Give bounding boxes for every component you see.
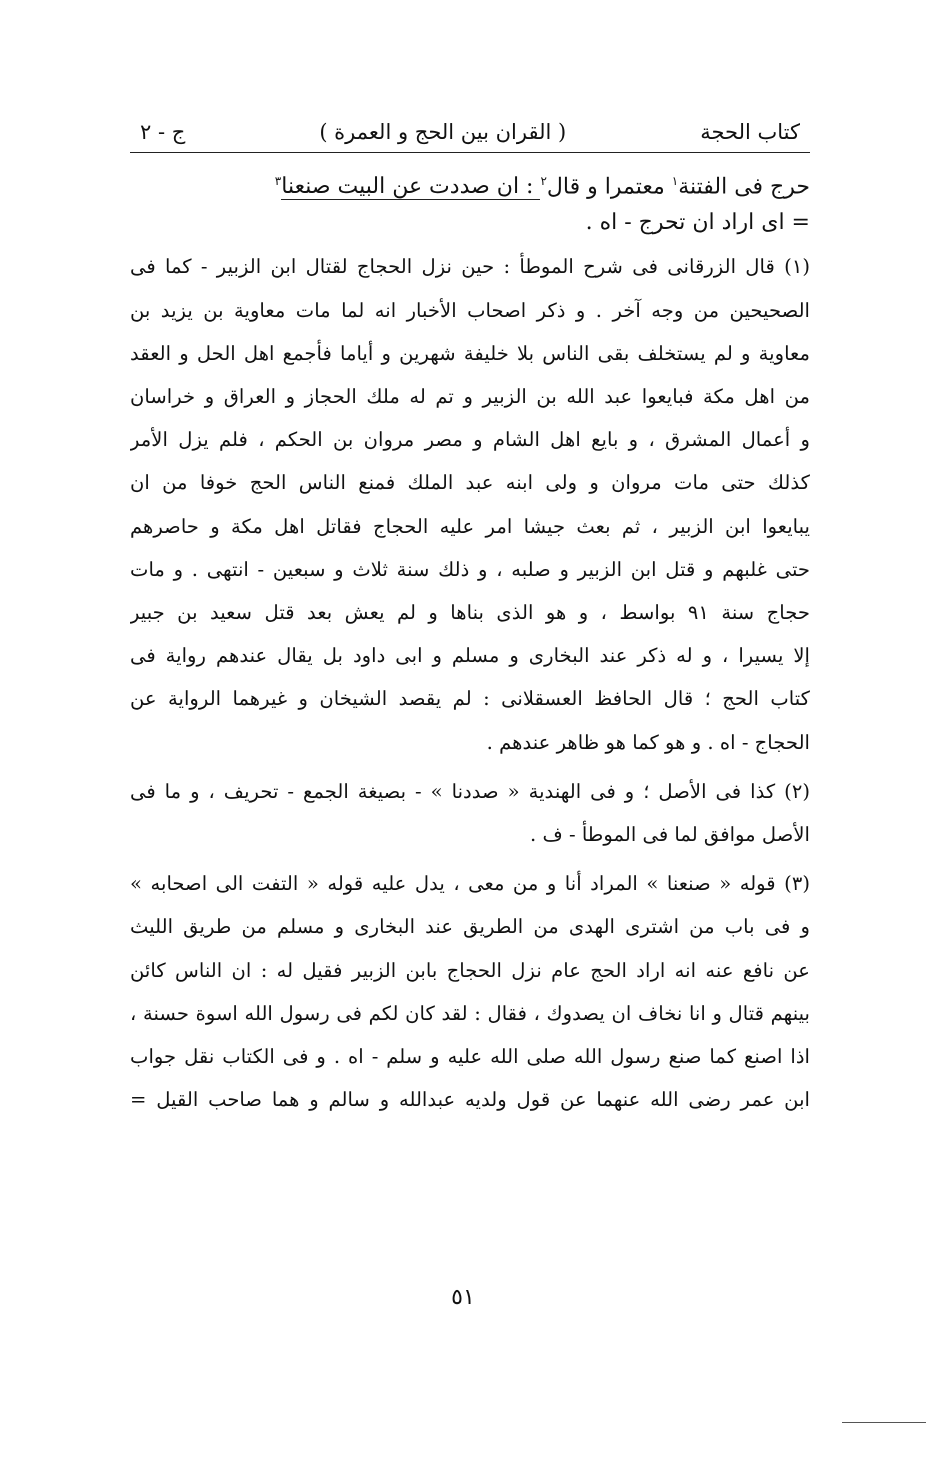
chapter-title: ( القران بين الحج و العمرة ) xyxy=(319,120,567,144)
main-text-line-2: = اى اراد ان تحرج - اه . xyxy=(585,210,810,236)
header-rule xyxy=(130,152,810,153)
note-line: عن نافع عنه انه اراد الحج عام نزل الحجاج بابن الزبير فقيل له : ان الناس كائن xyxy=(130,958,810,982)
page-number: ٥١ xyxy=(451,1285,475,1310)
note-line: حتى غلبهم و قتل ابن الزبير و صلبه ، و ذلك سنة ثلاث و سبعين - انتهى . و مات xyxy=(130,557,810,581)
footnote-1 xyxy=(130,245,810,763)
note-line: الحجاج - اه . و هو كما هو ظاهر عندهم . xyxy=(486,730,810,754)
note-line: كذلك حتى مات مروان و ولى ابنه عبد الملك فمنع الناس الحج خوفا من ان xyxy=(130,471,810,495)
note-line: كتاب الحج ؛ قال الحافظ العسقلانى : لم يقصد الشيخان و غيرهما الرواية عن xyxy=(130,687,810,711)
running-header xyxy=(130,120,810,150)
note-line: اذا اصنع كما صنع رسول الله صلى الله عليه و سلم - اه . و فى الكتاب نقل جواب xyxy=(130,1044,810,1068)
footnote-ref-3: ٣ xyxy=(274,174,282,188)
page-body xyxy=(130,120,810,1127)
footnotes xyxy=(130,245,810,1121)
note-line: و أعمال المشرق ، و بايع اهل الشام و مصر مروان بن الحكم ، فلم يزل الأمر xyxy=(130,428,810,452)
note-line: من اهل مكة فبايعوا عبد الله بن الزبير و تم له ملك الحجاز و العراق و خراسان xyxy=(130,384,810,408)
footnote-ref-1: ١ xyxy=(671,174,679,188)
book-title: كتاب الحجة xyxy=(700,120,800,144)
note-line: (٣) قوله « صنعنا » المراد أنا و من معى ، يدل عليه قوله « التفت الى اصحابه » xyxy=(130,872,810,896)
note-line: إلا يسيرا ، و له ذكر عند البخارى و مسلم و ابى داود بل يقال عندهم رواية فى xyxy=(130,644,810,668)
note-line: بينهم قتال و انا نخاف ان يصدوك ، فقال : لقد كان لكم فى رسول الله اسوة حسنة ، xyxy=(130,1001,810,1025)
note-line: ابن عمر رضى الله عنهما عن قول ولديه عبدالله و سالم و هما صاحب القيل = xyxy=(130,1088,810,1112)
note-line: (١) قال الزرقانى فى شرح الموطأ : حين نزل الحجاج لقتال ابن الزبير - كما فى xyxy=(130,255,810,279)
volume-label: ج - ٢ xyxy=(140,120,186,144)
note-line: معاوية و لم يستخلف بقى الناس بلا خليفة شهرين و أياما فأجمع اهل الحل و العقد xyxy=(130,341,810,365)
footnote-2 xyxy=(130,770,810,856)
note-line: الصحيحين من وجه آخر . و ذكر اصحاب الأخبار انه لما مات معاوية بن يزيد بن xyxy=(130,298,810,322)
note-line: يبايعوا ابن الزبير ، ثم بعث جيشا امر عليه الحجاج فقاتل اهل مكة و حاصرهم xyxy=(130,514,810,538)
main-text-line-1: حرج فى الفتنة$^١$ معتمرا و قال$^٢$ : ان صددت عن البيت صنعنا$^٣$ xyxy=(274,174,810,200)
footnote-ref-2: ٢ xyxy=(540,174,547,188)
footnote-3 xyxy=(130,862,810,1121)
footer-rule xyxy=(842,1422,926,1423)
note-line: (٢) كذا فى الأصل ؛ و فى الهندية « صددنا » - بصيغة الجمع - تحريف ، و ما فى xyxy=(130,779,810,803)
note-line: حجاج سنة ٩١ بواسط ، و هو الذى بناها و لم يعش بعد قتل سعيد بن جبير xyxy=(130,600,810,624)
note-line: و فى باب من اشترى الهدى من الطريق عند البخارى و مسلم من طريق الليث xyxy=(130,915,810,939)
note-line: الأصل موافق لما فى الموطأ - ف . xyxy=(529,822,810,846)
